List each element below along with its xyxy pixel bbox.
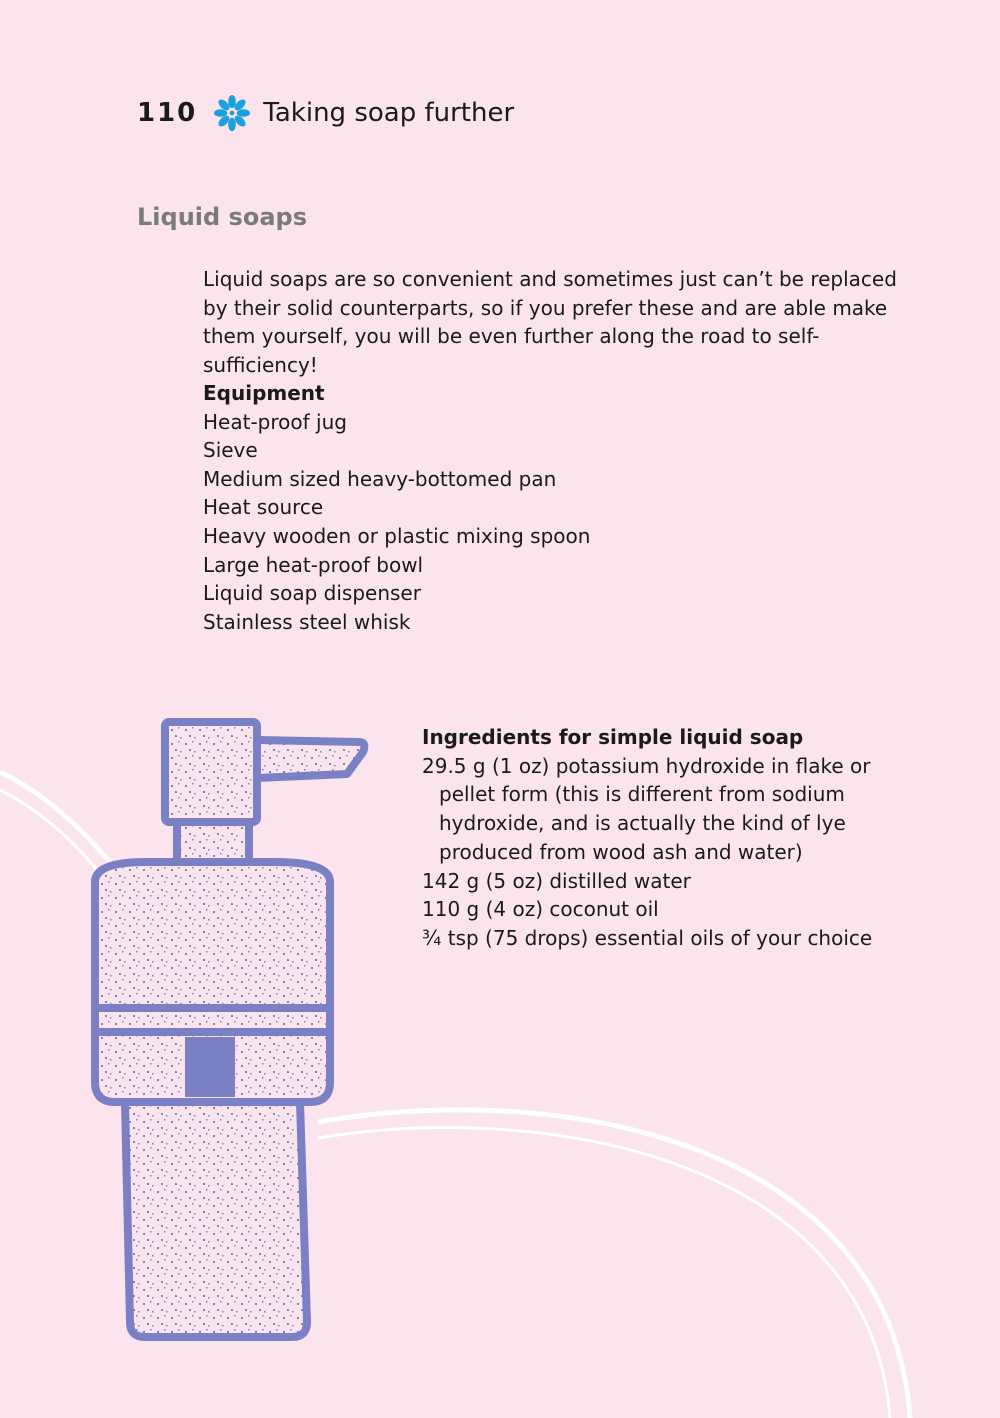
list-item: Stainless steel whisk: [203, 609, 411, 634]
running-title: Taking soap further: [263, 98, 515, 128]
list-item: Liquid soap dispenser: [203, 581, 421, 606]
intro-paragraph: Liquid soaps are so convenient and sometimes just can’t be replaced by their solid counterparts, so if you prefer these and are able make them yourself, you will be even further along the road to self-sufficiency!: [203, 267, 897, 377]
ingredients-heading: Ingredients for simple liquid soap: [422, 725, 804, 749]
list-item: Medium sized heavy-bottomed pan: [203, 466, 557, 491]
list-item: 29.5 g (1 oz) potassium hydroxide in flake or pellet form (this is different from sodium hydroxide, and is actually the kind of lye produced from wood ash and water): [422, 753, 871, 864]
equipment-heading: Equipment: [203, 381, 325, 405]
list-item: Sieve: [203, 438, 258, 463]
list-item: Heat source: [203, 495, 324, 520]
list-item: Heat-proof jug: [203, 409, 347, 434]
soap-dispenser-illustration: [85, 712, 375, 1352]
equipment-section: [203, 379, 590, 636]
running-header: [137, 95, 514, 131]
ingredients-list: [422, 752, 892, 953]
page-number: 110: [137, 98, 198, 128]
list-item: Heavy wooden or plastic mixing spoon: [203, 523, 591, 548]
list-item: ¾ tsp (75 drops) essential oils of your choice: [422, 925, 873, 950]
equipment-list: [203, 408, 590, 637]
list-item: Large heat-proof bowl: [203, 552, 424, 577]
flower-icon: [213, 94, 251, 132]
section-title: Liquid soaps: [137, 203, 307, 231]
list-item: 110 g (4 oz) coconut oil: [422, 897, 659, 922]
ingredients-section: [422, 723, 892, 953]
list-item: 142 g (5 oz) distilled water: [422, 868, 691, 893]
